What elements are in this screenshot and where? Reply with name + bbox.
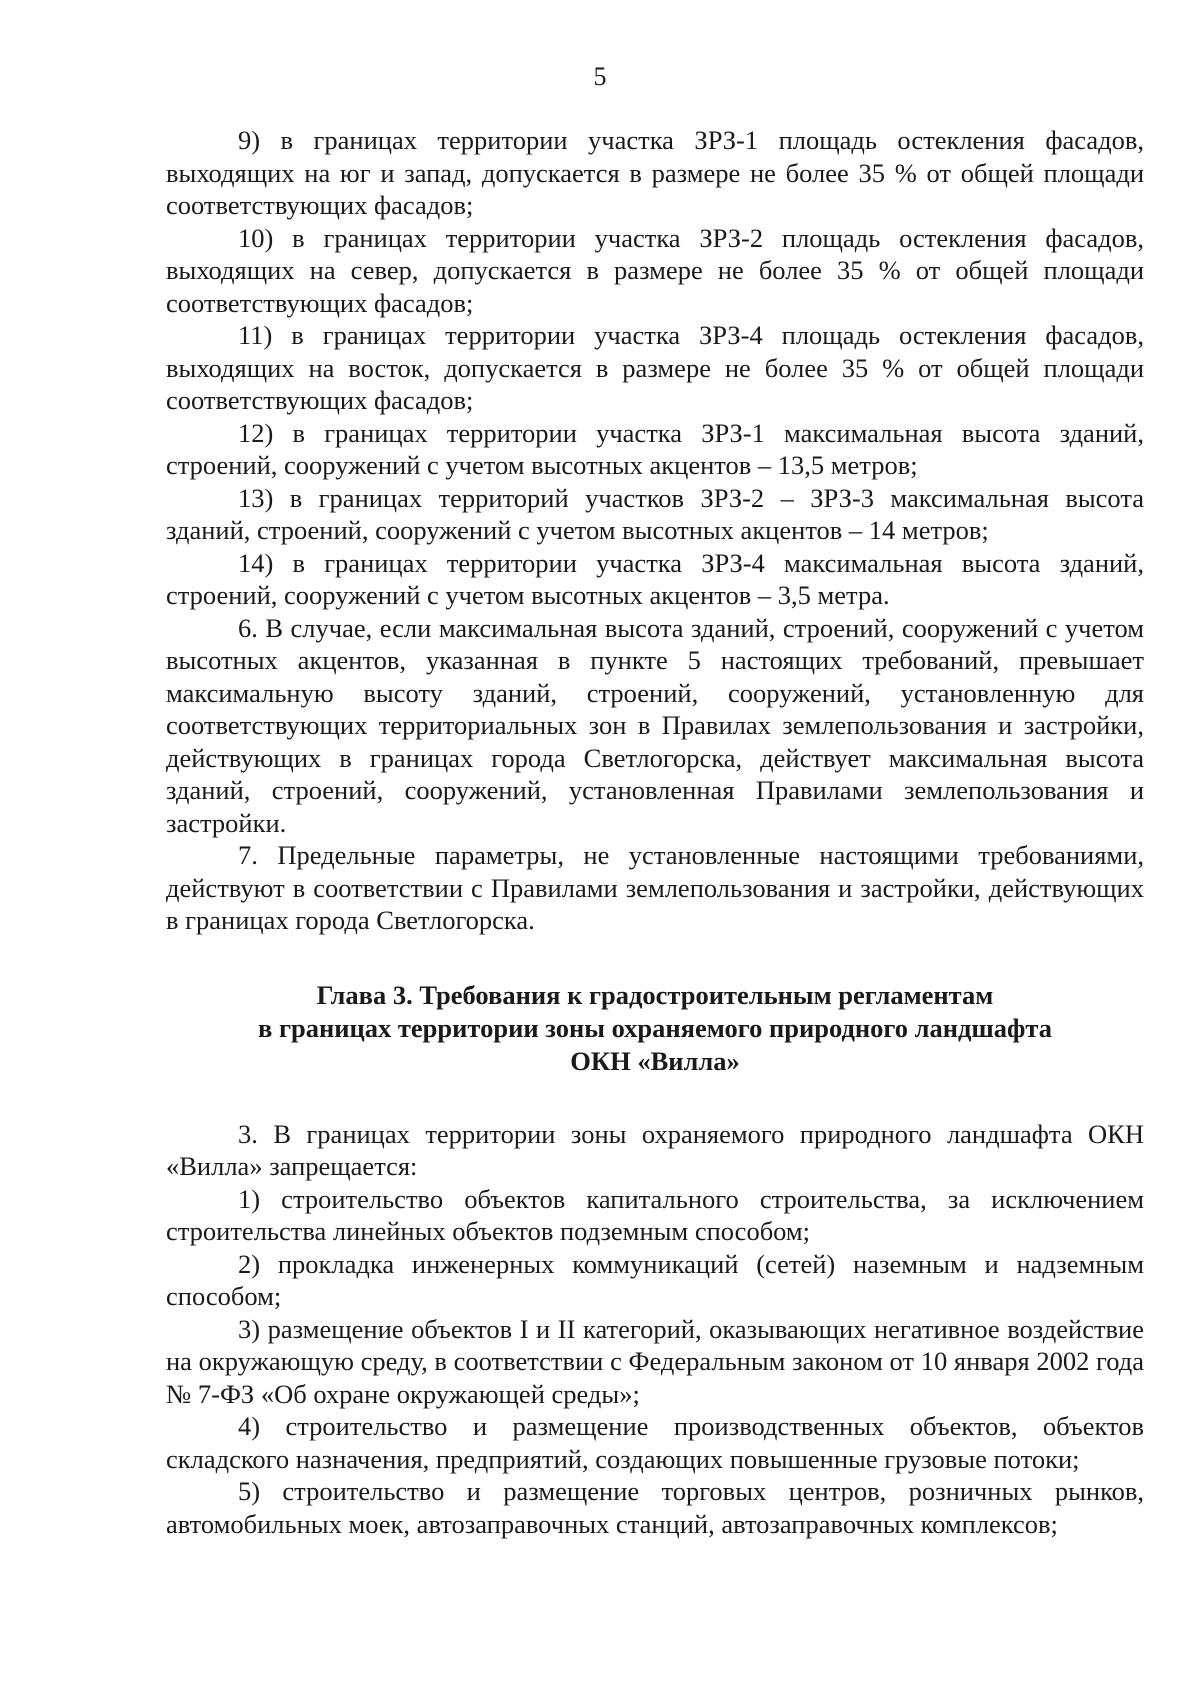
paragraph-clause-3: 3. В границах территории зоны охраняемого природного ландшафта ОКН «Вилла» запрещается: — [166, 1118, 1144, 1181]
paragraph-item-10: 10) в границах территории участка ЗРЗ-2 площадь остекления фасадов, выходящих на север, допускается в размере не более 35 % от общей площади соответствующих фасадов; — [166, 222, 1144, 318]
paragraph-item-4: 4) строительство и размещение производственных объектов, объектов складского назначения, предприятий, создающих повышенные грузовые потоки; — [166, 1411, 1144, 1474]
chapter-heading-line: в границах территории зоны охраняемого природного ландшафта — [258, 1012, 1052, 1043]
paragraph-item-1: 1) строительство объектов капитального строительства, за исключением строительства линейных объектов подземным способом; — [166, 1183, 1144, 1246]
document-body — [166, 124, 1144, 1540]
paragraph-clause-7: 7. Предельные параметры, не установленные настоящими требованиями, действуют в соответствии с Правилами землепользования и застройки, действующих в границах города Светлогорска. — [166, 840, 1144, 935]
paragraph-clause-6: 6. В случае, если максимальная высота зданий, строений, сооружений с учетом высотных акцентов, указанная в пункте 5 настоящих требований, превышает максимальную высоту зданий, строений, сооружений, установленную для соответствующих территориальных зон в Правилах землепользования и застройки, действующих в границах города Светлогорска, действует максимальная высота зданий, строений, сооружений, установленная Правилами землепользования и застройки. — [166, 612, 1144, 838]
paragraph-item-9: 9) в границах территории участка ЗРЗ-1 площадь остекления фасадов, выходящих на юг и запад, допускается в размере не более 35 % от общей площади соответствующих фасадов; — [166, 125, 1144, 220]
chapter-heading — [166, 979, 1144, 1078]
paragraph-item-14: 14) в границах территории участка ЗРЗ-4 максимальная высота зданий, строений, сооружений с учетом высотных акцентов – 3,5 метра. — [166, 547, 1144, 610]
chapter-heading-line: ОКН «Вилла» — [570, 1045, 740, 1076]
chapter-heading-line: Глава 3. Требования к градостроительным регламентам — [316, 979, 994, 1010]
paragraph-item-2: 2) прокладка инженерных коммуникаций (сетей) наземным и надземным способом; — [166, 1248, 1144, 1311]
page-number: 5 — [593, 62, 607, 91]
paragraph-item-13: 13) в границах территорий участков ЗРЗ-2 – ЗРЗ-3 максимальная высота зданий, строений, сооружений с учетом высотных акцентов – 14 метров; — [166, 482, 1144, 545]
paragraph-item-11: 11) в границах территории участка ЗРЗ-4 площадь остекления фасадов, выходящих на восток, допускается в размере не более 35 % от общей площади соответствующих фасадов; — [166, 320, 1144, 415]
paragraph-item-3: 3) размещение объектов I и II категорий, оказывающих негативное воздействие на окружающую среду, в соответствии с Федеральным законом от 10 января 2002 года № 7-ФЗ «Об охране окружающей среды»; — [166, 1313, 1144, 1409]
paragraph-item-5: 5) строительство и размещение торговых центров, розничных рынков, автомобильных моек, автозаправочных станций, автозаправочных комплексов; — [166, 1476, 1144, 1539]
paragraph-item-12: 12) в границах территории участка ЗРЗ-1 максимальная высота зданий, строений, сооружений с учетом высотных акцентов – 13,5 метров; — [166, 417, 1144, 480]
